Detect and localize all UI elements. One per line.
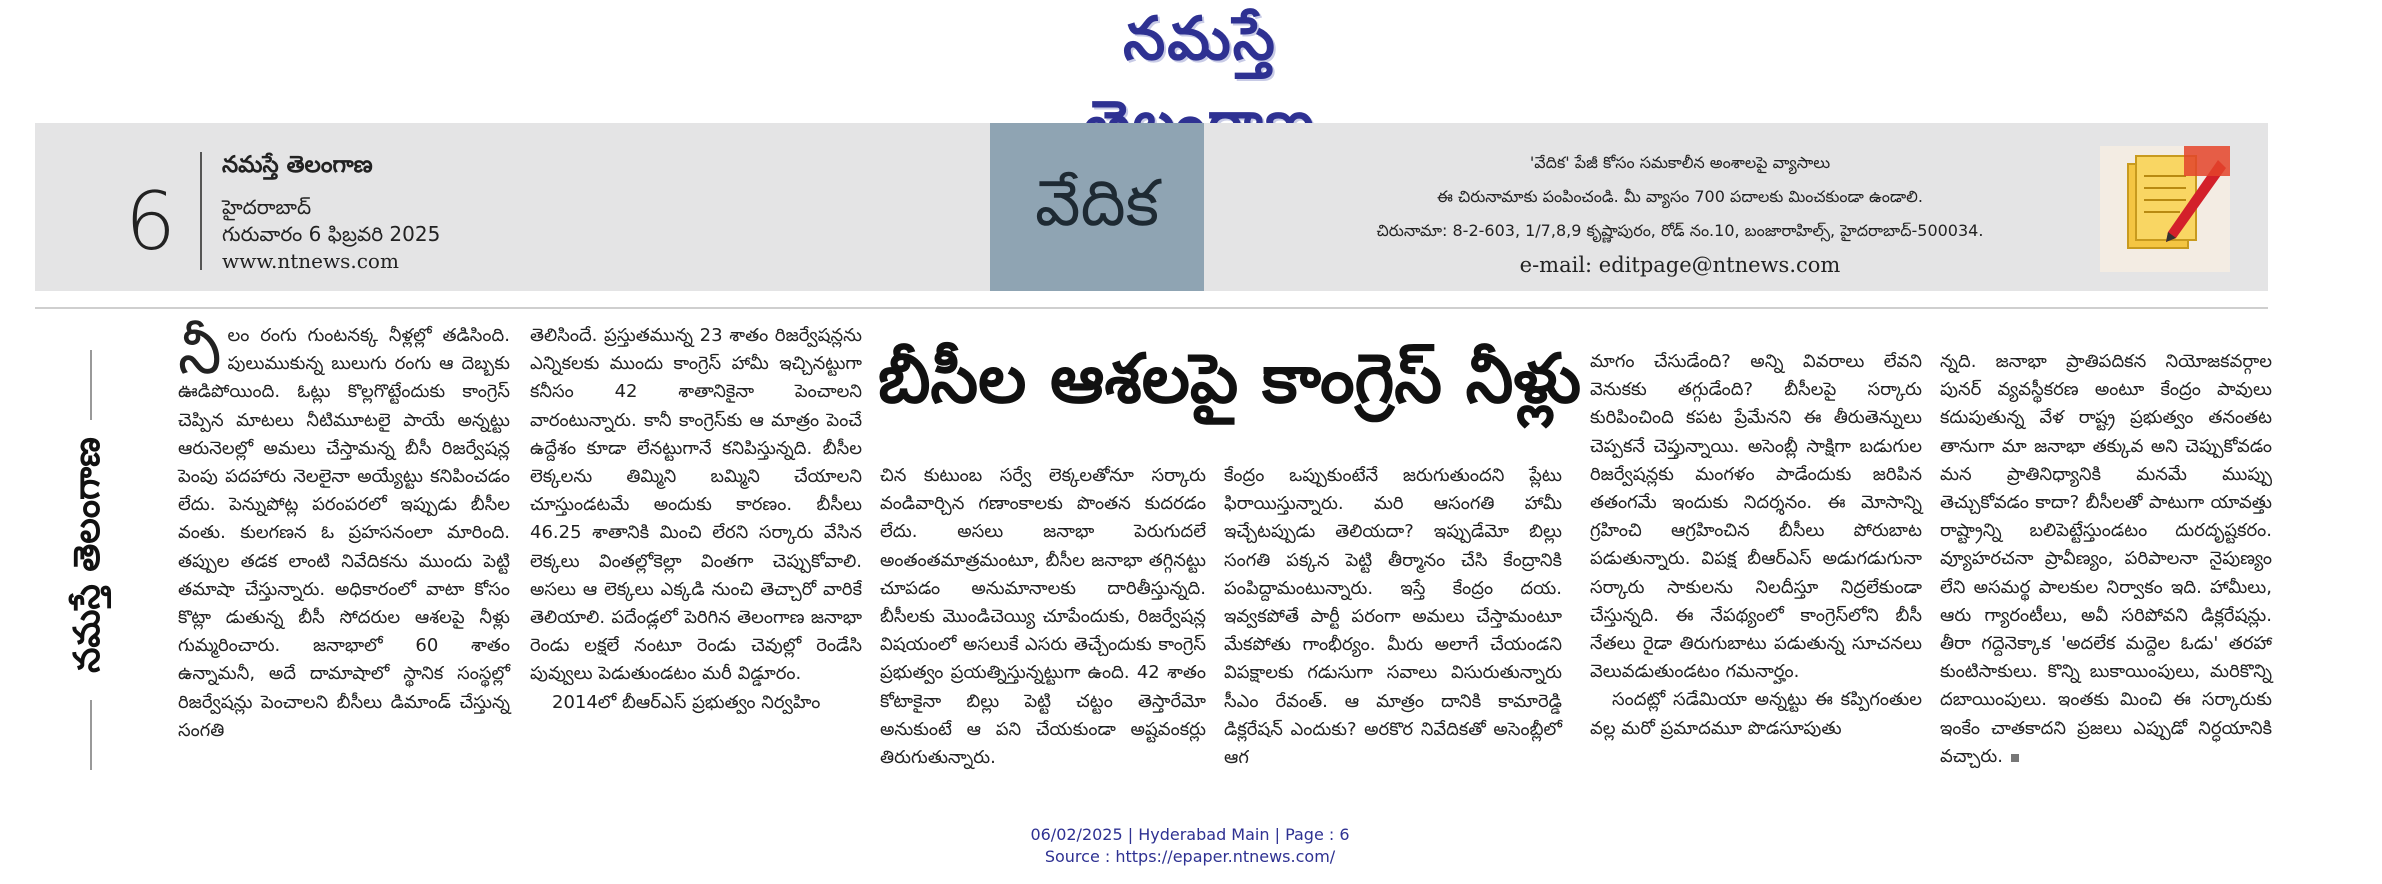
contact-line-2: ఈ చిరునామాకు పంపించండి. మీ వ్యాసం 700 పదాలకు మించకుండా ఉండాలి. — [1437, 187, 1923, 206]
paper-date: గురువారం 6 ఫిబ్రవరి 2025 — [222, 222, 441, 246]
article-column-2 — [530, 322, 862, 717]
col6-text: న్నది. జనాభా ప్రాతిపదికన నియోజకవర్గాల పునర్ వ్యవస్థీకరణ అంటూ కేంద్రం పావులు కదుపుతున్న వేళ రాష్ట్ర ప్రభుత్వం తనంతట తానుగా మా జనాభా తక్కువ అని చెప్పుకోవడం మన ప్రాతినిధ్యానికి మనమే ముప్పు తెచ్చుకోవడం కాదా? బీసీలతో పాటుగా యావత్తు రాష్ట్రాన్ని బలిపెట్టేస్తుండటం దురదృష్టకరం. వ్యూహరచనా ప్రావీణ్యం, పరిపాలనా నైపుణ్యం లేని అసమర్థ పాలకుల నిర్వాకం ఇది. హామీలు, ఆరు గ్యారంటీలు, అవీ సరిపోవని డిక్లరేషన్లు. తీరా గద్దెనెక్కాక 'అదలేక మద్దెల ఓడు' తరహా కుంటిసాకులు. కొన్ని బుకాయింపులు, మరికొన్ని దబాయింపులు. ఇంతకు మించి ఈ సర్కారుకు ఇంకేం చాతకాదని ప్రజలు ఎప్పుడో నిర్ధయానికి వచ్చారు. — [1940, 351, 2272, 767]
footer-source[interactable]: Source : https://epaper.ntnews.com/ — [1044, 847, 1336, 866]
article-column-6 — [1940, 348, 2272, 771]
paper-city: హైదరాబాద్ — [222, 195, 312, 219]
contact-info — [1320, 146, 2040, 282]
col2-text-2: 2014లో బీఆర్ఎస్ ప్రభుత్వం నిర్వహిం — [552, 691, 821, 713]
contact-line-1: 'వేదిక' పేజీ కోసం సమకాలీన అంశాలపై వ్యాసాలు — [1529, 153, 1831, 172]
vertical-logo — [62, 350, 122, 770]
col5-text: మాగం చేసుడేంది? అన్ని వివరాలు లేవని వెనుకకు తగ్గుడేంది? బీసీలపై సర్కారు కురిపించింది కపట ప్రేమేనని ఈ తీరుతెన్నులు చెప్పకనే చెప్తున్నాయి. అసెంబ్లీ సాక్షిగా బడుగుల రిజర్వేషన్లకు మంగళం పాడేందుకు జరిపిన తతంగమే ఇందుకు నిదర్శనం. ఈ మోసాన్ని గ్రహించి ఆగ్రహించిన బీసీలు పోరుబాట పడుతున్నారు. విపక్ష బీఆర్ఎస్ అడుగడుగునా సర్కారు సాకులను నిలదీస్తూ నిద్రలేకుండా చేస్తున్నది. ఈ నేపథ్యంలో కాంగ్రెస్‌లోని బీసీ నేతలు రైడా తిరుగుబాటు పడుతున్న సూచనలు వెలువడుతుండటం గమనార్హం. — [1590, 351, 1922, 683]
col3-text: చిన కుటుంబ సర్వే లెక్కలతోనూ సర్కారు వండివార్చిన గణాంకాలకు పొంతన కుదరడం లేదు. అసలు జనాభా పెరుగుదలే అంతంతమాత్రమంటూ, బీసీల జనాభా తగ్గినట్టు చూపడం అనుమానాలకు దారితీస్తున్నది. బీసీలకు మొండిచెయ్యి చూపేందుకు, రిజర్వేషన్ల విషయంలో అసలుకే ఎసరు తెచ్చేందుకు కాంగ్రెస్ ప్రభుత్వం ప్రయత్నిస్తున్నట్టుగా ఉంది. 42 శాతం కోటాకైనా బిల్లు పెట్టి చట్టం తెస్తారేమో అనుకుంటే ఆ పని చేయకుండా అష్టవంకర్లు తిరుగుతున్నారు. — [880, 465, 1206, 769]
banner-rule — [35, 307, 2268, 309]
paper-website[interactable]: www.ntnews.com — [222, 249, 399, 273]
banner-divider — [200, 152, 202, 270]
section-label: వేదిక — [1034, 167, 1160, 241]
masthead-title: నమస్తే — [1123, 4, 1277, 74]
vertical-logo-text: నమస్తే తెలంగాణ — [67, 437, 108, 673]
section-label-box — [990, 123, 1204, 291]
masthead — [0, 0, 2382, 118]
paper-name: నమస్తే తెలంగాణ — [222, 152, 373, 178]
col4-text: కేంద్రం ఒప్పుకుంటేనే జరుగుతుందని ప్లేటు ఫిరాయిస్తున్నారు. మరి ఆసంగతి హామీ ఇచ్చేటప్పుడు తెలియదా? ఇప్పుడేమో బిల్లు సంగతి పక్కన పెట్టి తీర్మానం చేసి కేంద్రానికి పంపిద్దామంటున్నారు. ఇస్తే కేంద్రం దయ. ఇవ్వకపోతే పార్టీ పరంగా అమలు చేస్తామంటూ మేకపోతు గాంభీర్యం. మీరు అలాగే చేయండని విపక్షాలకు గడుసుగా సవాలు విసురుతున్నారు సీఎం రేవంత్. ఆ మాత్రం దానికి కామారెడ్డి డిక్లరేషన్ ఎందుకు? అరకొర నివేదికతో అసెంబ్లీలో ఆగ — [1224, 465, 1562, 769]
end-mark — [2011, 754, 2019, 762]
col5-text-2: సందట్లో సడేమియా అన్నట్టు ఈ కప్పిగంతుల వల్ల మరో ప్రమాదమూ పొడసూపుతు — [1590, 689, 1922, 739]
col1-text: లం రంగు గుంటనక్క నీళ్లల్లో తడిసింది. పులుముకున్న బులుగు రంగు ఆ దెబ్బకు ఊడిపోయింది. ఓట్లు కొల్లగొట్టేందుకు కాంగ్రెస్ చెప్పిన మాటలు నీటిమూటలై పాయే అన్నట్టు ఆరునెలల్లో అమలు చేస్తామన్న బీసీ రిజర్వేషన్ల పెంపు పదహారు నెలలైనా అయ్యేట్టు కనిపించడం లేదు. పెన్నుపోట్ల పరంపరలో ఇప్పుడు బీసీల వంతు. కులగణన ఓ ప్రహసనంలా మారింది. తప్పుల తడక లాంటి నివేదికను ముందు పెట్టి తమాషా చేస్తున్నారు. అధికారంలో వాటా కోసం కొట్లా డుతున్న బీసీ సోదరుల ఆశలపై నీళ్లు గుమ్మరించారు. జనాభాలో 60 శాతం ఉన్నామనీ, అదే దామాషాలో స్థానిక సంస్థల్లో రిజర్వేషన్లు పెంచాలని బీసీలు డిమాండ్ చేస్తున్న సంగతి — [178, 325, 510, 741]
paper-info — [222, 152, 440, 275]
pen-paper-icon — [2100, 146, 2230, 272]
article-column-3 — [880, 462, 1206, 772]
page-number: 6 — [125, 175, 176, 268]
article-col1-paragraph — [178, 315, 510, 745]
contact-email[interactable]: e-mail: editpage@ntnews.com — [1519, 253, 1841, 277]
dropcap: నీ — [178, 315, 222, 388]
col2-text: తెలిసిందే. ప్రస్తుతమున్న 23 శాతం రిజర్వేషన్లను ఎన్నికలకు ముందు కాంగ్రెస్ హామీ ఇచ్చినట్టుగా కనీసం 42 శాతానికైనా పెంచాలని వారంటున్నారు. కానీ కాంగ్రెస్‌కు ఆ మాత్రం పెంచే ఉద్దేశం కూడా లేనట్టుగానే కనిపిస్తున్నది. బీసీల లెక్కలను తిమ్మిని బమ్మిని చేయాలని చూస్తుండటమే అందుకు కారణం. బీసీలు 46.25 శాతానికి మించి లేరని సర్కారు వేసిన లెక్కలు వింతల్లోకెల్లా వింతగా చెప్పుకోవాలి. అసలు ఆ లెక్కలు ఎక్కడి నుంచి తెచ్చారో వారికే తెలియాలి. పదేండ్లలో పెరిగిన తెలంగాణ జనాభా రెండు లక్షలే నంటూ రెండు చెవుల్లో రెండేసి పువ్వులు పెడుతుండటం మరీ విడ్డూరం. — [530, 325, 862, 685]
footer-date-edition: 06/02/2025 | Hyderabad Main | Page : 6 — [1030, 825, 1350, 844]
contact-line-3: చిరునామా: 8-2-603, 1/7,8,9 కృష్ణాపురం, రోడ్ నం.10, బంజారాహిల్స్, హైదరాబాద్-500034. — [1376, 221, 1984, 240]
article-column-1 — [178, 315, 510, 745]
page-footer — [900, 824, 1480, 868]
article-column-5 — [1590, 348, 1922, 743]
article-col6-paragraph — [1940, 348, 2272, 771]
article-column-4 — [1224, 462, 1562, 772]
article-headline: బీసీల ఆశలపై కాంగ్రెస్ నీళ్లు — [878, 340, 1582, 419]
